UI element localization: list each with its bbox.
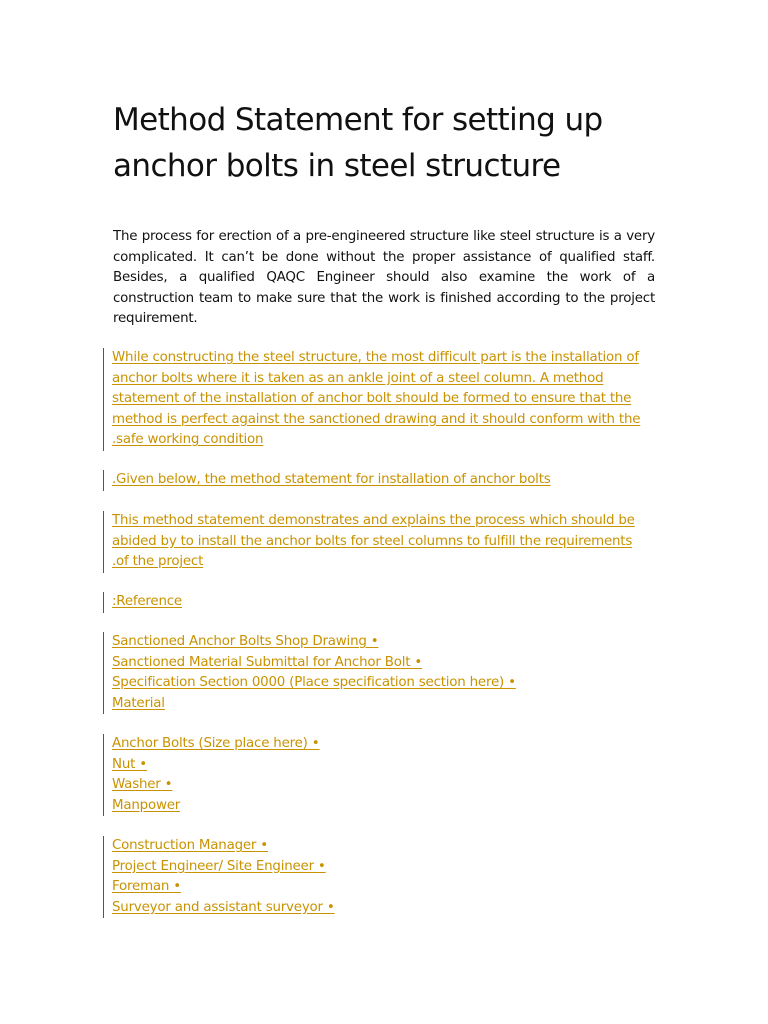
manpower-list — [103, 836, 682, 918]
link-line[interactable]: abided by to install the anchor bolts for steel columns to fulfill the requirements — [112, 533, 633, 549]
paragraph-method-purpose — [103, 511, 682, 573]
material-list — [103, 734, 682, 816]
list-item[interactable]: Specification Section 0000 (Place specification section here) • — [112, 675, 516, 690]
link-line[interactable]: .of the project — [112, 554, 204, 569]
link-line[interactable]: .safe working condition — [112, 432, 264, 447]
list-item[interactable]: Sanctioned Material Submittal for Anchor Bolt • — [112, 654, 423, 670]
link-line[interactable]: This method statement demonstrates and explains the process which should be — [112, 513, 635, 528]
paragraph-installation-difficulty — [103, 348, 682, 451]
list-item[interactable]: Foreman • — [112, 879, 181, 894]
list-item[interactable]: Project Engineer/ Site Engineer • — [112, 858, 326, 874]
link-line[interactable]: :Reference — [112, 594, 182, 609]
paragraph-given-below — [103, 470, 682, 491]
reference-heading-block — [103, 592, 682, 613]
list-item[interactable]: Material — [112, 695, 165, 711]
list-item[interactable]: Construction Manager • — [112, 838, 268, 853]
intro-paragraph: The process for erection of a pre-engineered structure like steel structure is a very complicated. It can’t be done without the proper assistance of qualified staff. Besides, a qualified QAQC Engineer should also examine the work of a construction team to make sure that the work is finished according to the project requirement. — [113, 229, 655, 326]
list-item[interactable]: Manpower — [112, 797, 181, 813]
link-line[interactable]: statement of the installation of anchor bolt should be formed to ensure that the — [112, 391, 632, 406]
document-title: Method Statement for setting up anchor bolts in steel structure — [113, 102, 603, 184]
list-item[interactable]: Nut • — [112, 756, 147, 772]
link-line[interactable]: .Given below, the method statement for installation of anchor bolts — [112, 472, 551, 487]
link-line[interactable]: anchor bolts where it is taken as an ankle joint of a steel column. A method — [112, 370, 604, 386]
list-item[interactable]: Anchor Bolts (Size place here) • — [112, 736, 320, 751]
list-item[interactable]: Washer • — [112, 777, 173, 792]
list-item[interactable]: Sanctioned Anchor Bolts Shop Drawing • — [112, 634, 379, 649]
link-line[interactable]: While constructing the steel structure, the most difficult part is the installation of — [112, 350, 639, 365]
link-line[interactable]: method is perfect against the sanctioned drawing and it should conform with the — [112, 411, 641, 427]
reference-list — [103, 632, 682, 714]
list-item[interactable]: Surveyor and assistant surveyor • — [112, 899, 335, 915]
